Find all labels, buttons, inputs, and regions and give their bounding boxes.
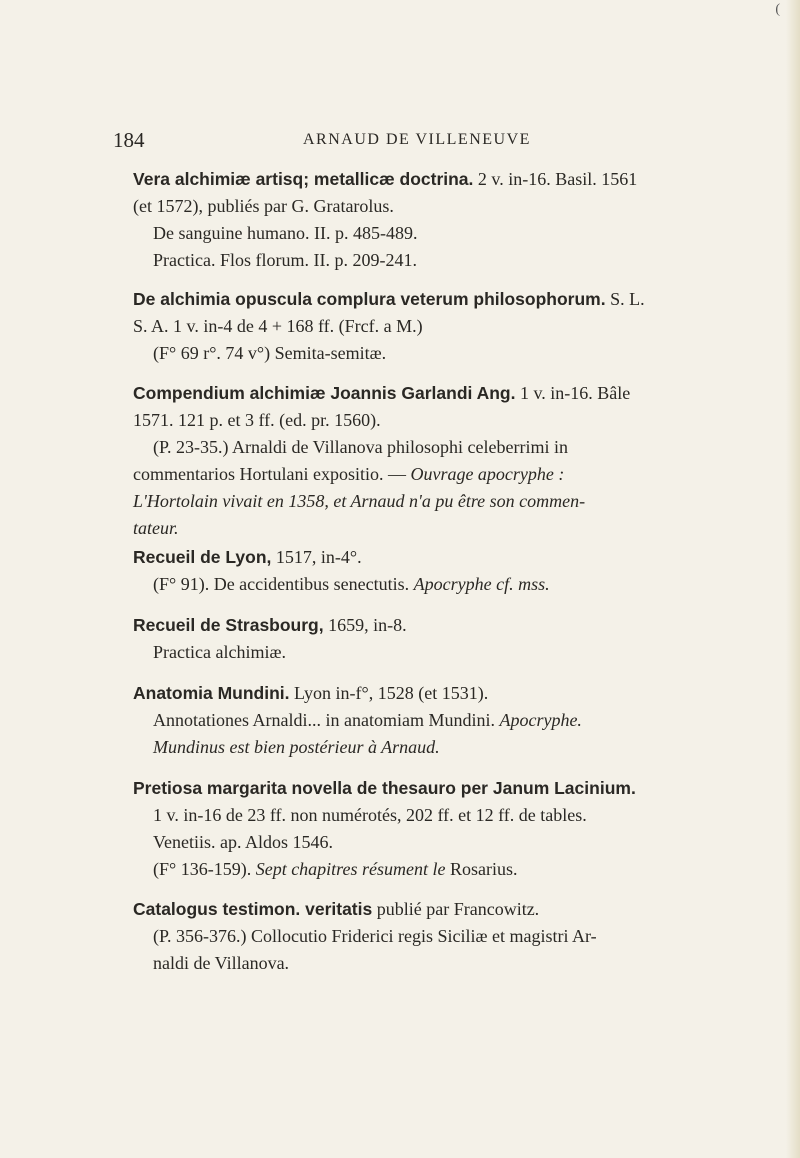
entry-line: S. A. 1 v. in-4 de 4 + 168 ff. (Frcf. a M.) <box>133 316 423 336</box>
entry-title-rest: Lyon in-f°, 1528 (et 1531). <box>289 683 489 703</box>
entry-title-rest: 1517, in-4°. <box>271 547 362 567</box>
bibliography-entry <box>133 166 793 274</box>
entry-title-line <box>133 286 793 313</box>
entry-line <box>133 461 793 488</box>
entry-title: Vera alchimiæ artisq; metallicæ doctrina. <box>133 169 474 189</box>
bibliography-entry <box>133 544 793 598</box>
entry-title-line <box>133 544 793 571</box>
entry-title: Catalogus testimon. veritatis <box>133 899 373 919</box>
corner-mark: ( <box>775 2 780 17</box>
running-title: ARNAUD DE VILLENEUVE <box>303 131 531 148</box>
entry-title-rest: 1659, in-8. <box>323 615 407 635</box>
entry-line: Practica. Flos florum. II. p. 209-241. <box>153 250 417 270</box>
entry-title-rest: 1 v. in-16. Bâle <box>515 383 631 403</box>
entry-line <box>133 707 793 734</box>
entry-title: Recueil de Strasbourg, <box>133 615 324 635</box>
entry-line: (P. 23-35.) Arnaldi de Villanova philosophi celeberrimi in <box>153 437 569 457</box>
bibliography-entry <box>133 380 793 542</box>
entry-line <box>133 571 793 598</box>
entry-line: (et 1572), publiés par G. Gratarolus. <box>133 196 394 216</box>
entry-text: commentarios Hortulani expositio. — <box>133 464 411 484</box>
entry-title-line <box>133 896 793 923</box>
entry-note: Sept chapitres résument le <box>255 859 446 879</box>
entry-title-line <box>133 680 793 707</box>
entry-title-rest: publié par Francowitz. <box>372 899 540 919</box>
entry-title: De alchimia opuscula complura veterum philosophorum. <box>133 289 606 309</box>
entry-title-line <box>133 612 793 639</box>
entry-title-line <box>133 166 793 193</box>
entry-note: tateur. <box>133 518 179 538</box>
bibliography-entry <box>133 286 793 367</box>
page-number: 184 <box>113 128 145 152</box>
entry-title: Pretiosa margarita novella de thesauro per Janum Lacinium. <box>133 778 636 798</box>
entry-title-line <box>133 380 793 407</box>
entry-note: Apocryphe cf. mss. <box>413 574 550 594</box>
entry-line <box>133 856 793 883</box>
entry-note: Apocryphe. <box>499 710 582 730</box>
entry-title: Anatomia Mundini. <box>133 683 290 703</box>
entry-title: Compendium alchimiæ Joannis Garlandi Ang. <box>133 383 516 403</box>
entry-text: (F° 136-159). <box>153 859 256 879</box>
entry-text: Rosarius. <box>445 859 518 879</box>
entry-title: Recueil de Lyon, <box>133 547 272 567</box>
entry-note: Mundinus est bien postérieur à Arnaud. <box>153 737 440 757</box>
entry-line: 1571. 121 p. et 3 ff. (ed. pr. 1560). <box>133 410 381 430</box>
entry-line: Practica alchimiæ. <box>153 642 286 662</box>
entry-line: (P. 356-376.) Collocutio Friderici regis Siciliæ et magistri Ar- <box>153 926 597 946</box>
entry-title-line <box>133 775 793 802</box>
bibliography-entry <box>133 612 793 666</box>
bibliography-entry <box>133 896 793 977</box>
page-header <box>113 128 753 158</box>
entry-line: (F° 69 r°. 74 v°) Semita-semitæ. <box>153 343 387 363</box>
entry-line: De sanguine humano. II. p. 485-489. <box>153 223 418 243</box>
entry-line: 1 v. in-16 de 23 ff. non numérotés, 202 ff. et 12 ff. de tables. <box>153 805 587 825</box>
entry-title-rest: 2 v. in-16. Basil. 1561 <box>473 169 638 189</box>
entry-line: Venetiis. ap. Aldos 1546. <box>153 832 333 852</box>
bibliography-entry <box>133 680 793 761</box>
entry-note: L'Hortolain vivait en 1358, et Arnaud n'a pu être son commen- <box>133 491 586 511</box>
entry-note: Ouvrage apocryphe : <box>410 464 565 484</box>
entry-line: naldi de Villanova. <box>153 953 290 973</box>
entry-text: (F° 91). De accidentibus senectutis. <box>153 574 414 594</box>
entry-title-rest: S. L. <box>605 289 645 309</box>
entry-text: Annotationes Arnaldi... in anatomiam Mundini. <box>153 710 500 730</box>
bibliography-entry <box>133 775 793 883</box>
